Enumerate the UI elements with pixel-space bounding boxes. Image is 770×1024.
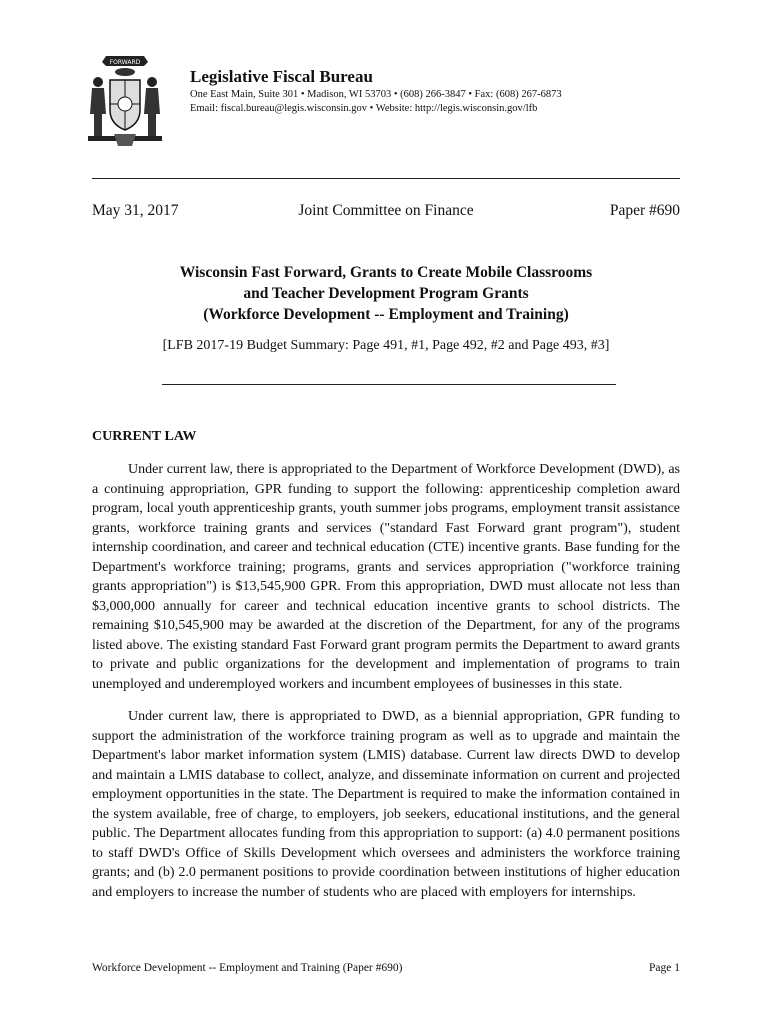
org-block bbox=[190, 66, 710, 116]
title-line: Wisconsin Fast Forward, Grants to Create Mobile Classrooms bbox=[179, 264, 593, 281]
seal-motto: FORWARD bbox=[109, 59, 141, 66]
header-divider bbox=[92, 178, 680, 179]
section-heading: CURRENT LAW bbox=[92, 429, 197, 444]
paper-number: Paper #690 bbox=[609, 202, 680, 219]
paragraph: Under current law, there is appropriated to DWD, as a biennial appropriation, GPR funding to support the administration of the workforce training program as well as to upgrade and maintain the Department's labor market information system (LMIS) database. Current law directs DWD to develop and maintain a LMIS database to collect, analyze, and disseminate information on current and projected employment opportunities in the state. The Department is required to make the information contained in the system available, free of charge, to employers, job seekers, educational institutions, and the general public. The Department allocates funding from this appropriation to support: (a) 4.0 permanent positions to staff DWD's Office of Skills Development which oversees and administers the workforce training grants; and (b) 2.0 permanent positions to provide coordination between institutions of higher education and employers to increase the number of students who are placed with employers for internships. bbox=[92, 709, 680, 900]
paper-date: May 31, 2017 bbox=[92, 202, 179, 219]
committee-name: Joint Committee on Finance bbox=[298, 202, 474, 219]
budget-summary-reference: [LFB 2017-19 Budget Summary: Page 491, #1, Page 492, #2 and Page 493, #3] bbox=[162, 338, 610, 353]
body-text bbox=[92, 460, 680, 915]
page-footer bbox=[92, 962, 680, 978]
title-divider bbox=[162, 384, 616, 385]
wisconsin-seal-logo bbox=[84, 52, 166, 150]
paper-meta bbox=[92, 202, 680, 224]
paper-title bbox=[92, 262, 680, 325]
org-contact: Email: fiscal.bureau@legis.wisconsin.gov • Website: http://legis.wisconsin.gov/lfb bbox=[190, 103, 538, 114]
title-line: and Teacher Development Program Grants bbox=[243, 285, 529, 302]
paragraph: Under current law, there is appropriated to the Department of Workforce Development (DWD), as a continuing appropriation, GPR funding to support the following: apprenticeship completion award program, local youth apprenticeship grants, youth summer jobs programs, employment transit assistance grants, workforce training grants and services ("standard Fast Forward grant program"), student internship coordination, and career and technical education (CTE) incentive grants. Base funding for the Department's workforce training; programs, grants and services appropriation ("workforce training grants appropriation") is $13,545,900 GPR. From this appropriation, DWD must allocate not less than $3,000,000 annually for career and technical education incentive grants to school districts. The remaining $10,545,900 may be awarded at the discretion of the Department, for any of the programs listed above. The existing standard Fast Forward grant program permits the Department to award grants to private and public organizations for the development and implementation of programs to train unemployed and underemployed workers and incumbent employees of businesses in this state. bbox=[92, 462, 680, 692]
org-address: One East Main, Suite 301 • Madison, WI 53703 • (608) 266-3847 • Fax: (608) 267-6873 bbox=[190, 89, 562, 100]
title-line: (Workforce Development -- Employment and Training) bbox=[203, 306, 569, 323]
org-name: Legislative Fiscal Bureau bbox=[190, 67, 373, 86]
page-number: Page 1 bbox=[649, 962, 680, 974]
footer-title: Workforce Development -- Employment and Training (Paper #690) bbox=[92, 962, 403, 974]
